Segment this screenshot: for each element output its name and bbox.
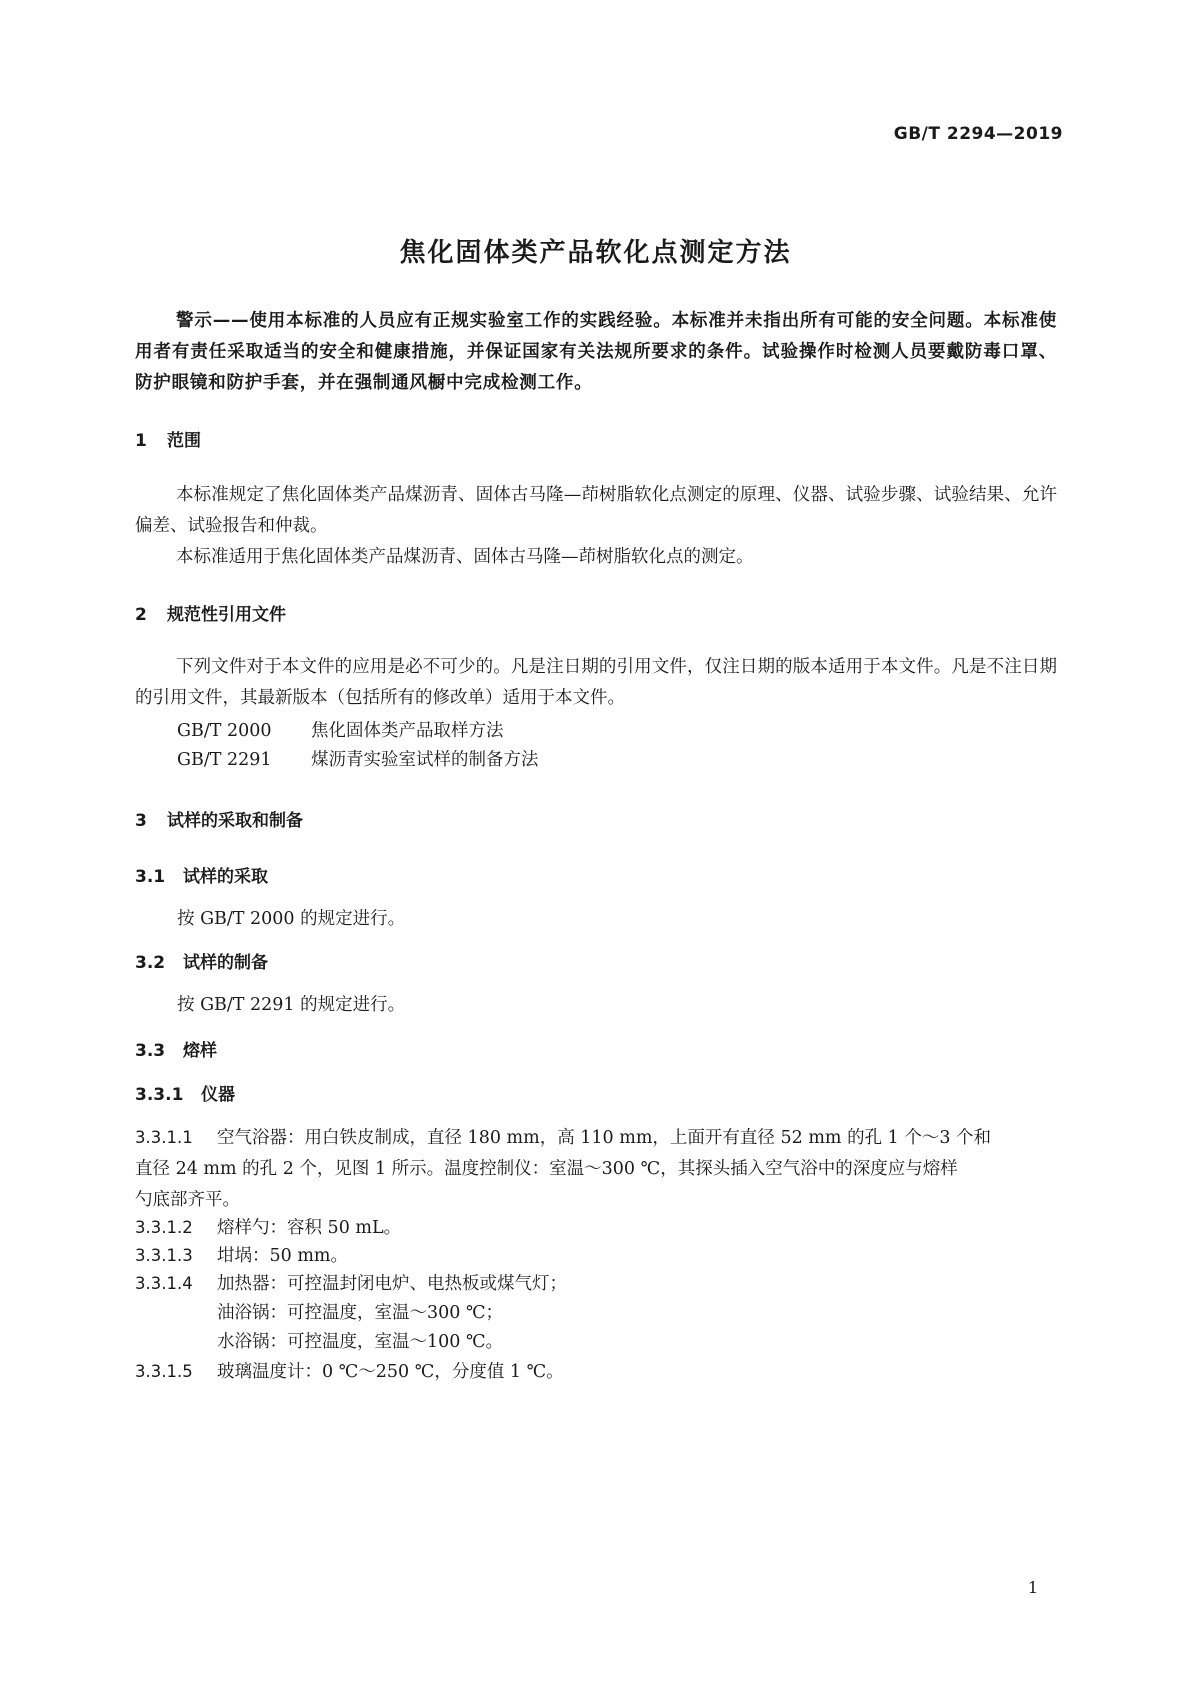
item-3-3-1-4-cont: 油浴锅：可控温度，室温～300 ℃； [217,1303,504,1323]
item-3-3-1-5 [135,1358,1057,1383]
reference-code: GB/T 2291 [177,750,272,770]
item-text: 玻璃温度计：0 ℃～250 ℃，分度值 1 ℃。 [217,1362,564,1382]
item-3-3-1-4 [135,1270,1057,1295]
reference-code: GB/T 2000 [177,721,272,741]
section-title: 试样的制备 [183,953,268,973]
section-number: 2 [135,605,147,625]
section-title: 范围 [167,431,201,451]
reference-item [177,717,504,742]
section-number: 1 [135,431,147,451]
section-3-3-heading [135,1036,217,1061]
item-number: 3.3.1.1 [135,1128,193,1147]
section-number: 3.1 [135,867,166,887]
paragraph: 下列文件对于本文件的应用是必不可少的。凡是注日期的引用文件，仅注日期的版本适用于本文件。凡是不注日期的引用文件，其最新版本（包括所有的修改单）适用于本文件。 [135,657,1057,708]
item-3-3-1-1-cont: 勺底部齐平。 [135,1190,240,1210]
section-1-body [135,480,1057,573]
item-3-3-1-1-cont: 直径 24 mm 的孔 2 个，见图 1 所示。温度控制仪：室温～300 ℃，其探头插入空气浴中的深度应与熔样 [135,1159,958,1179]
section-title: 规范性引用文件 [167,605,286,625]
item-3-3-1-1 [135,1124,1057,1149]
warning-text: 警示——使用本标准的人员应有正规实验室工作的实践经验。本标准并未指出所有可能的安全问题。本标准使用者有责任采取适当的安全和健康措施，并保证国家有关法规所要求的条件。试验操作时检测人员要戴防毒口罩、防护眼镜和防护手套，并在强制通风橱中完成检测工作。 [135,311,1057,393]
section-title: 仪器 [201,1085,235,1105]
item-text: 坩埚：50 mm。 [217,1246,349,1266]
item-number: 3.3.1.4 [135,1274,193,1293]
document-title: 焦化固体类产品软化点测定方法 [399,238,792,268]
section-3-2-text: 按 GB/T 2291 的规定进行。 [177,995,406,1015]
section-3-1-text: 按 GB/T 2000 的规定进行。 [177,909,406,929]
section-number: 3 [135,811,147,831]
section-title: 熔样 [183,1041,217,1061]
item-number: 3.3.1.2 [135,1218,193,1237]
page-number: 1 [1027,1578,1038,1597]
warning-block [135,306,1057,399]
section-2-heading [135,600,286,625]
item-text: 空气浴器：用白铁皮制成，直径 180 mm，高 110 mm，上面开有直径 52 mm 的孔 1 个～3 个和 [217,1128,992,1148]
item-3-3-1-4-cont: 水浴锅：可控温度，室温～100 ℃。 [217,1332,504,1352]
paragraph: 本标准规定了焦化固体类产品煤沥青、固体古马隆—茚树脂软化点测定的原理、仪器、试验步骤、试验结果、允许偏差、试验报告和仲裁。 [135,485,1057,536]
reference-item [177,746,539,771]
section-title: 试样的采取 [183,867,268,887]
section-3-heading [135,806,303,831]
section-3-2-heading [135,948,268,973]
section-1-heading [135,426,201,451]
item-number: 3.3.1.3 [135,1246,193,1265]
reference-title: 焦化固体类产品取样方法 [311,721,504,741]
standard-number: GB/T 2294—2019 [893,124,1063,144]
paragraph: 本标准适用于焦化固体类产品煤沥青、固体古马隆—茚树脂软化点的测定。 [176,547,754,567]
reference-title: 煤沥青实验室试样的制备方法 [311,750,539,770]
section-number: 3.3.1 [135,1085,184,1105]
section-3-3-1-heading [135,1080,235,1105]
section-title: 试样的采取和制备 [167,811,303,831]
item-3-3-1-3 [135,1242,1057,1267]
item-text: 熔样勺：容积 50 mL。 [217,1218,402,1238]
item-number: 3.3.1.5 [135,1362,193,1381]
section-number: 3.2 [135,953,166,973]
item-text: 加热器：可控温封闭电炉、电热板或煤气灯； [217,1274,567,1294]
section-3-1-heading [135,862,268,887]
section-2-body [135,652,1057,714]
item-3-3-1-2 [135,1214,1057,1239]
section-number: 3.3 [135,1041,166,1061]
